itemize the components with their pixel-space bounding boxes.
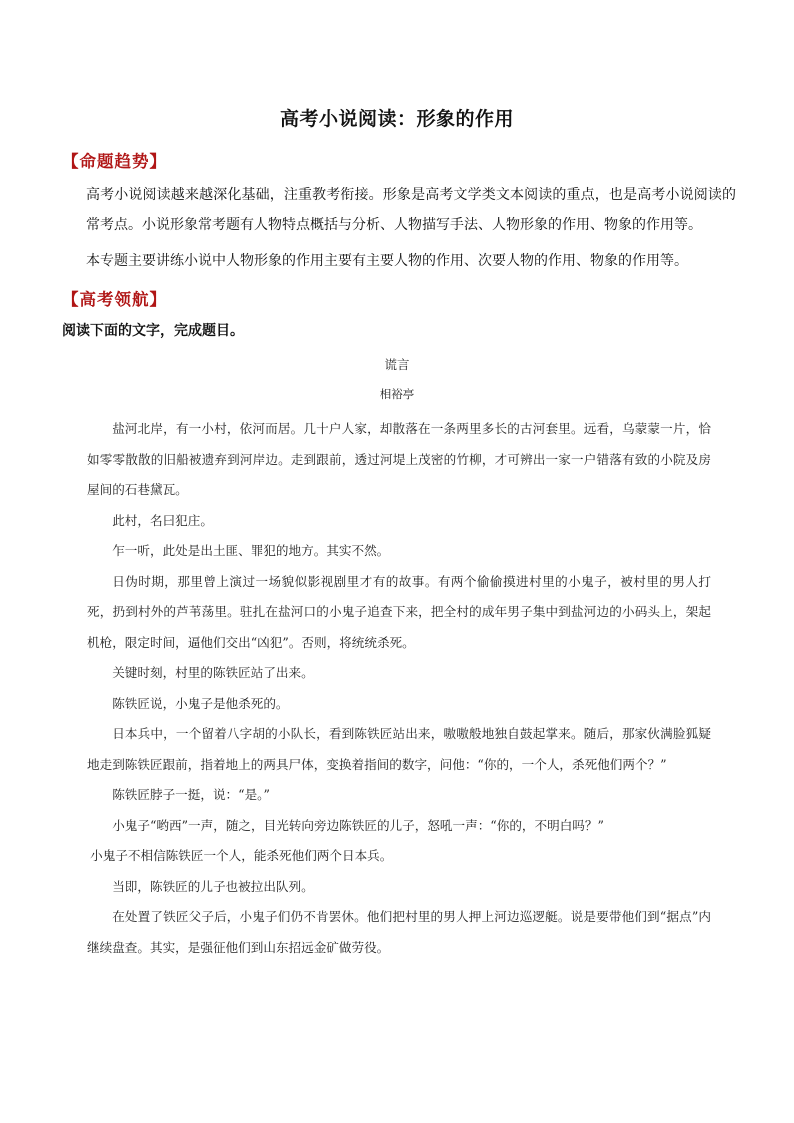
- story-paragraph: 小鬼子不相信陈铁匠一个人，能杀死他们两个日本兵。: [90, 848, 393, 863]
- story-paragraph: 关键时刻，村里的陈铁匠站了出来。: [112, 665, 314, 680]
- story-paragraph: 陈铁匠说，小鬼子是他杀死的。: [112, 695, 289, 711]
- story-paragraph: 在处置了铁匠父子后，小鬼子们仍不肯罢休。他们把村里的男人押上河边巡逻艇。说是要带他们到“据点”内继续盘查。其实，是强征他们到山东招远金矿做劳役。: [87, 909, 711, 955]
- story-author: 相裕亭: [379, 387, 415, 401]
- story-paragraph: 陈铁匠脖子一挺，说：“是。”: [112, 787, 270, 802]
- section-heading-guide: 【高考领航】: [62, 290, 167, 309]
- story-paragraph: 乍一听，此处是出土匪、罪犯的地方。其实不然。: [112, 543, 390, 558]
- story-paragraph: 小鬼子“哟西”一声，随之，目光转向旁边陈铁匠的儿子，怒吼一声：“你的，不明白吗？”: [112, 817, 604, 833]
- story-body: [87, 414, 711, 963]
- story-paragraph: 当即，陈铁匠的儿子也被拉出队列。: [112, 878, 314, 894]
- story-paragraph: 盐河北岸，有一小村，依河而居。几十户人家，却散落在一条两里多长的古河套里。远看，乌蒙蒙一片，恰如零零散散的旧船被遗弃到河岸边。走到跟前，透过河堤上茂密的竹柳，才可辨出一家一户错落有致的小院及房屋间的石巷黛瓦。: [87, 421, 711, 497]
- reading-instruction: 阅读下面的文字，完成题目。: [62, 323, 244, 339]
- story-paragraph: 此村，名曰犯庄。: [112, 512, 213, 528]
- story-title: 谎言: [384, 357, 410, 372]
- section-heading-trend: 【命题趋势】: [62, 152, 167, 171]
- story-paragraph: 日本兵中，一个留着八字胡的小队长，看到陈铁匠站出来，嗷嗷般地独自鼓起掌来。随后，那家伙满脸狐疑地走到陈铁匠跟前，指着地上的两具尸体，变换着指间的数字，问他：“你的，一个人，杀死他们两个？”: [87, 726, 711, 772]
- story-paragraph: 日伪时期，那里曾上演过一场貌似影视剧里才有的故事。有两个偷偷摸进村里的小鬼子，被村里的男人打死，扔到村外的芦苇荡里。驻扎在盐河口的小鬼子追查下来，把全村的成年男子集中到盐河边的小码头上，架起机枪，限定时间，逼他们交出“凶犯”。否则，将统统杀死。: [87, 573, 711, 650]
- page-title: 高考小说阅读：形象的作用: [279, 108, 514, 130]
- intro-paragraph-1: 高考小说阅读越来越深化基础，注重教考衔接。形象是高考文学类文本阅读的重点，也是高考小说阅读的常考点。小说形象常考题有人物特点概括与分析、人物描写手法、人物形象的作用、物象的作用等。: [86, 187, 736, 233]
- intro-paragraph-2: 本专题主要讲练小说中人物形象的作用主要有主要人物的作用、次要人物的作用、物象的作用等。: [86, 253, 688, 269]
